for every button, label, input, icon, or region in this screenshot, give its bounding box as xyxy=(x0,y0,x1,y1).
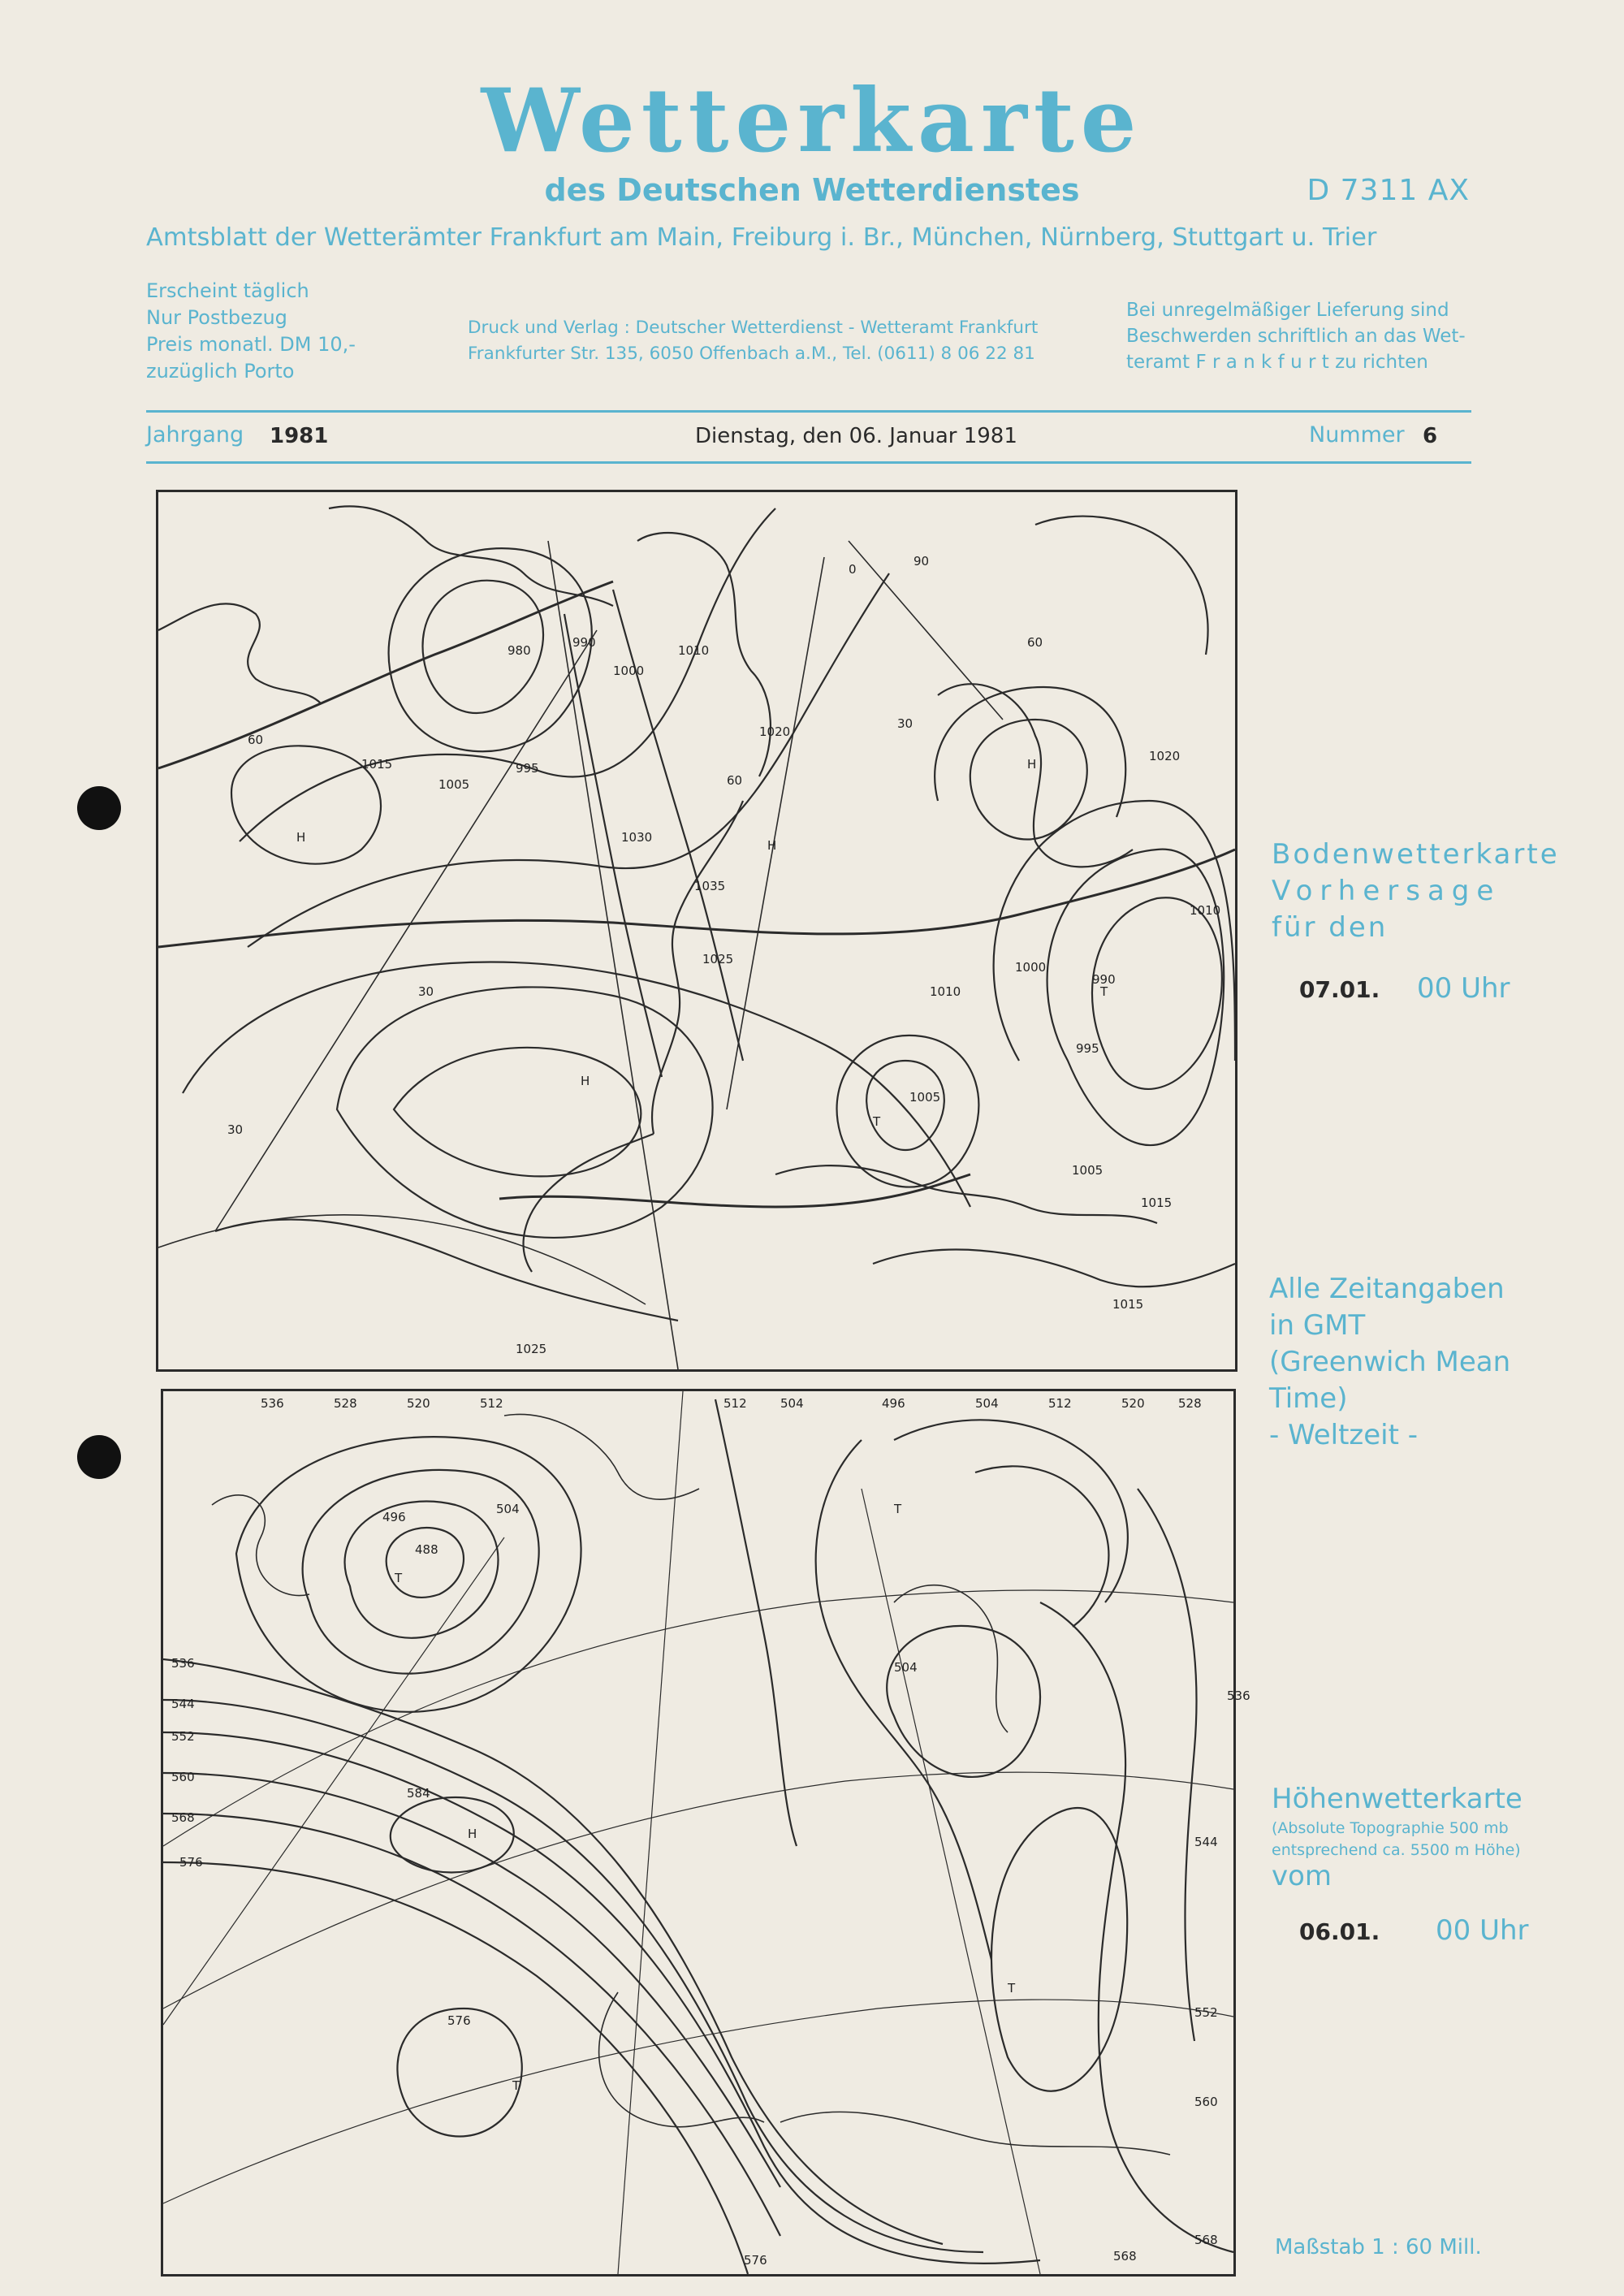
contour-label: 536 xyxy=(1227,1688,1250,1703)
contour-label: 544 xyxy=(1194,1835,1218,1849)
contour-label: 568 xyxy=(1194,2233,1218,2247)
coastline xyxy=(212,1495,309,1596)
contour-label: 504 xyxy=(975,1396,999,1411)
isobar-label: 1025 xyxy=(702,952,734,966)
contour xyxy=(391,1797,514,1873)
height-center-label: H xyxy=(468,1827,477,1841)
amtsblatt-line: Amtsblatt der Wetterämter Frankfurt am Main, Freiburg i. Br., München, Nürnberg, Stuttgart u. Trier xyxy=(146,223,1377,252)
contour-label: 504 xyxy=(496,1502,520,1516)
contour xyxy=(303,1470,539,1674)
contour-label: 568 xyxy=(1113,2249,1137,2264)
isobar xyxy=(1047,850,1224,1145)
contour xyxy=(387,1528,464,1598)
contour-label: 552 xyxy=(1194,2005,1218,2020)
contour-label: 512 xyxy=(480,1396,503,1411)
contour xyxy=(715,1399,797,1846)
isobar-label: 980 xyxy=(508,643,531,658)
document-id: D 7311 AX xyxy=(1307,174,1470,207)
isobar-label: 1010 xyxy=(1190,903,1221,918)
isobar xyxy=(215,1220,678,1321)
pressure-center-label: H xyxy=(767,838,777,853)
latitude-label: 30 xyxy=(897,716,914,731)
divider xyxy=(146,461,1471,464)
isobar xyxy=(935,687,1125,817)
surface-weather-map xyxy=(156,490,1237,1372)
contour xyxy=(816,1440,991,1960)
punch-hole xyxy=(77,1435,121,1479)
upper-map-heading: Höhenwetterkarte xyxy=(1272,1783,1522,1815)
info-line: Preis monatl. DM 10,- xyxy=(146,333,356,356)
isobar-label: 1035 xyxy=(694,879,726,893)
contour-label: 504 xyxy=(780,1396,804,1411)
contour xyxy=(991,1808,1127,2091)
graticule xyxy=(163,2000,1233,2203)
gmt-note xyxy=(1269,1271,1510,1454)
coastline xyxy=(158,603,321,703)
graticule xyxy=(618,1391,683,2274)
nummer-value: 6 xyxy=(1423,424,1438,448)
isobar-label: 995 xyxy=(1076,1041,1099,1056)
contour xyxy=(163,1862,748,2274)
isobar-label: 990 xyxy=(1092,972,1116,987)
isobar-label: 1015 xyxy=(361,757,393,772)
upper-map-vom: vom xyxy=(1272,1860,1332,1892)
isobar xyxy=(866,1061,944,1150)
isobar-label: 1010 xyxy=(930,984,961,999)
isobar-label: 1010 xyxy=(678,643,710,658)
issue-date: Dienstag, den 06. Januar 1981 xyxy=(695,424,1017,448)
contour-label: 496 xyxy=(382,1510,406,1524)
coastline xyxy=(504,1414,699,1499)
contour-label: 584 xyxy=(407,1786,430,1801)
latitude-label: 90 xyxy=(914,554,930,569)
gmt-note-line: Time) xyxy=(1269,1382,1348,1415)
isobar-label: 1030 xyxy=(621,830,653,845)
contour-label: 536 xyxy=(261,1396,284,1411)
latitude-label: 60 xyxy=(1027,635,1043,650)
height-center-label: T xyxy=(395,1571,403,1585)
info-line: Frankfurter Str. 135, 6050 Offenbach a.M., Tel. (0611) 8 06 22 81 xyxy=(468,344,1035,364)
latitude-label: 30 xyxy=(227,1122,244,1137)
meridian xyxy=(158,1215,646,1304)
info-line: Druck und Verlag : Deutscher Wetterdienst - Wetteramt Frankfurt xyxy=(468,318,1039,338)
gmt-note-line: in GMT xyxy=(1269,1309,1366,1342)
isobar xyxy=(240,508,775,841)
surface-map-drawing xyxy=(158,492,1235,1369)
isobar-label: 1000 xyxy=(1015,960,1047,975)
surface-map-heading-line: Bodenwetterkarte xyxy=(1272,838,1560,871)
surface-map-heading-line: Vorhersage xyxy=(1272,875,1501,907)
surface-map-heading xyxy=(1272,837,1560,946)
isobar-label: 995 xyxy=(516,761,539,776)
pressure-center-label: T xyxy=(1100,984,1108,999)
upper-map-labels xyxy=(171,1396,1250,2268)
info-line: Nur Postbezug xyxy=(146,306,287,329)
contour-label: 544 xyxy=(171,1697,195,1711)
upper-map-drawing xyxy=(163,1391,1250,2274)
upper-air-map xyxy=(161,1389,1250,2277)
coastline xyxy=(894,1585,1008,1732)
isobar-label: 1000 xyxy=(613,664,645,678)
contour-label: 552 xyxy=(171,1729,195,1744)
isobar-label: 990 xyxy=(572,635,596,650)
info-line: teramt F r a n k f u r t zu richten xyxy=(1126,352,1428,373)
contour-label: 504 xyxy=(894,1660,918,1675)
surface-map-date: 07.01. xyxy=(1299,976,1380,1003)
contour-label: 520 xyxy=(1121,1396,1145,1411)
upper-map-note-line: entsprechend ca. 5500 m Höhe) xyxy=(1272,1841,1521,1859)
pressure-center-label: T xyxy=(873,1114,881,1129)
masthead-title: Wetterkarte xyxy=(481,70,1143,172)
contour-label: 520 xyxy=(407,1396,430,1411)
isobar-label: 1005 xyxy=(1072,1163,1104,1178)
front xyxy=(158,582,613,768)
coastline xyxy=(652,801,743,1134)
complaint-info xyxy=(1126,297,1466,375)
divider xyxy=(146,410,1471,413)
surface-map-heading-line: für den xyxy=(1272,911,1389,944)
gmt-note-line: (Greenwich Mean xyxy=(1269,1346,1511,1378)
contour-label: 560 xyxy=(171,1770,195,1784)
contour xyxy=(163,1659,943,2244)
info-line: Erscheint täglich xyxy=(146,279,309,302)
info-line: zuzüglich Porto xyxy=(146,360,295,383)
isobar xyxy=(389,548,592,751)
isobar xyxy=(183,962,970,1207)
upper-map-note xyxy=(1272,1818,1521,1861)
contour xyxy=(163,1814,780,2236)
isobar-label: 1005 xyxy=(438,777,470,792)
jahrgang-label: Jahrgang xyxy=(146,422,244,448)
publisher-info xyxy=(468,315,1038,367)
jahrgang-value: 1981 xyxy=(270,424,329,448)
isobar xyxy=(873,1250,1235,1287)
contour-label: 536 xyxy=(171,1656,195,1671)
isobar xyxy=(231,746,381,863)
masthead-subtitle: des Deutschen Wetterdienstes xyxy=(544,172,1080,208)
contour-label: 528 xyxy=(1178,1396,1202,1411)
upper-map-time: 00 Uhr xyxy=(1436,1914,1529,1947)
meridian xyxy=(727,557,824,1109)
surface-map-labels xyxy=(227,554,1220,1356)
graticule xyxy=(163,1537,504,2025)
contour-label: 568 xyxy=(171,1810,195,1825)
contour xyxy=(894,1420,1128,1602)
contour-label: 496 xyxy=(882,1396,905,1411)
coastline xyxy=(524,1134,654,1272)
height-center-label: T xyxy=(512,2078,520,2093)
contour xyxy=(345,1502,499,1638)
latitude-label: 0 xyxy=(849,562,857,577)
height-center-label: T xyxy=(1008,1981,1016,1995)
contour-label: 576 xyxy=(179,1855,203,1870)
coastline xyxy=(329,506,613,606)
gmt-note-line: - Weltzeit - xyxy=(1269,1419,1419,1451)
isobar-label: 1015 xyxy=(1141,1196,1173,1210)
contour xyxy=(163,1700,983,2252)
issue-meta-row xyxy=(146,422,1471,455)
pressure-center-label: H xyxy=(581,1074,590,1088)
isobar-label: 1005 xyxy=(909,1090,941,1105)
height-center-label: T xyxy=(894,1502,902,1516)
contour-label: 576 xyxy=(744,2253,767,2268)
front xyxy=(499,1174,970,1207)
isobar-label: 1025 xyxy=(516,1342,547,1356)
isobar xyxy=(337,987,713,1237)
nummer-label: Nummer xyxy=(1309,422,1405,448)
contour xyxy=(236,1437,581,1712)
latitude-label: 30 xyxy=(418,984,434,999)
contour-label: 512 xyxy=(723,1396,747,1411)
gmt-note-line: Alle Zeitangaben xyxy=(1269,1273,1505,1305)
pressure-center-label: H xyxy=(1027,757,1037,772)
isobar-label: 1020 xyxy=(1149,749,1181,763)
graticule xyxy=(862,1489,1040,2274)
punch-hole xyxy=(77,786,121,830)
isobar-label: 1015 xyxy=(1112,1297,1144,1312)
contour xyxy=(1138,1489,1196,2041)
info-line: Bei unregelmäßiger Lieferung sind xyxy=(1126,300,1449,321)
latitude-label: 60 xyxy=(727,773,743,788)
contour-label: 512 xyxy=(1048,1396,1072,1411)
subscription-info xyxy=(146,278,356,385)
contour-label: 576 xyxy=(447,2013,471,2028)
info-line: Beschwerden schriftlich an das Wet- xyxy=(1126,326,1466,347)
pressure-center-label: H xyxy=(296,830,306,845)
contour-label: 488 xyxy=(415,1542,438,1557)
coastline xyxy=(599,1992,764,2127)
contour xyxy=(1040,1602,1233,2252)
contour-label: 560 xyxy=(1194,2095,1218,2109)
upper-map-note-line: (Absolute Topographie 500 mb xyxy=(1272,1819,1509,1837)
isobar-label: 1020 xyxy=(759,724,791,739)
coastline xyxy=(1035,517,1208,655)
surface-map-time: 00 Uhr xyxy=(1417,972,1510,1005)
map-scale: Maßstab 1 : 60 Mill. xyxy=(1275,2235,1482,2259)
contour-label: 528 xyxy=(334,1396,357,1411)
latitude-label: 60 xyxy=(248,733,264,747)
contour xyxy=(163,1732,1040,2264)
upper-map-date: 06.01. xyxy=(1299,1918,1380,1945)
isobar xyxy=(394,1048,641,1177)
isobar xyxy=(248,573,889,947)
isobar xyxy=(1092,897,1222,1089)
